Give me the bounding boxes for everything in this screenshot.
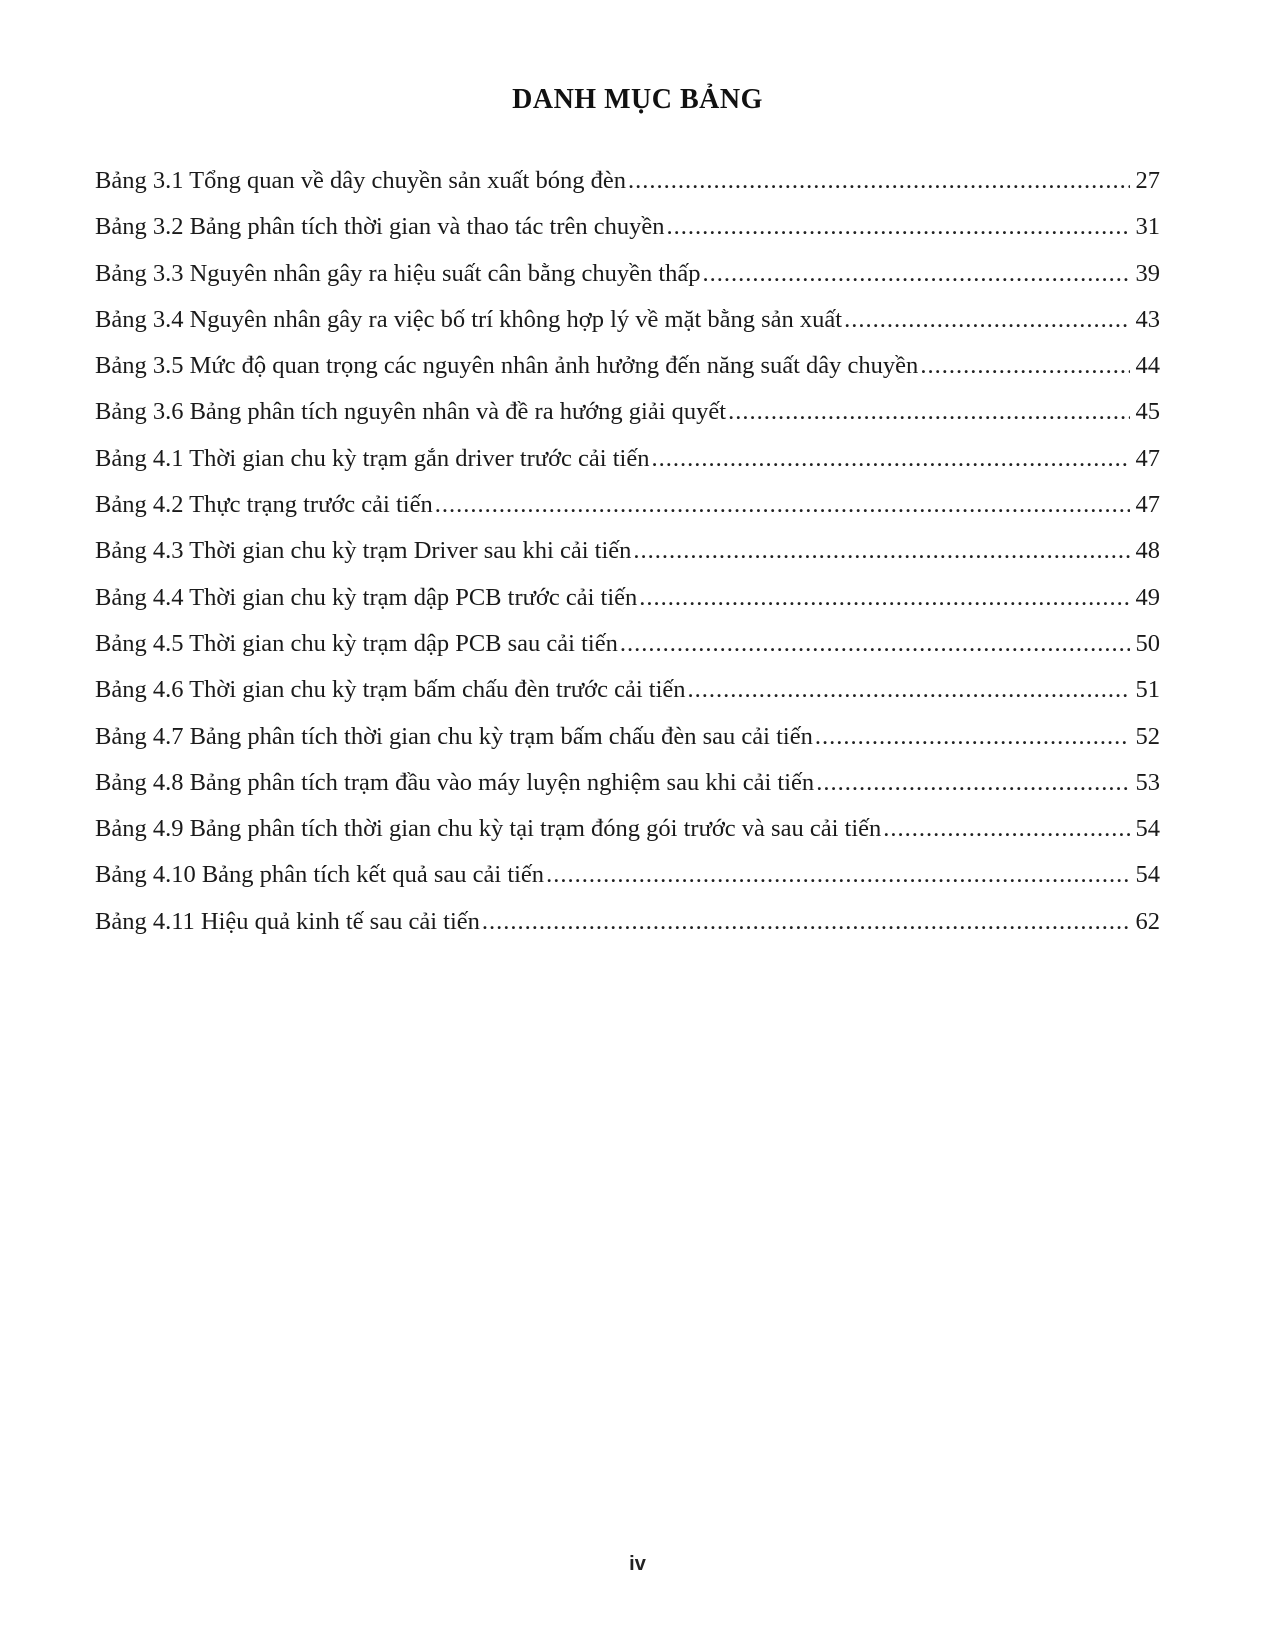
- dot-leader: [639, 575, 1129, 621]
- toc-entry-label: Bảng 3.1 Tổng quan về dây chuyền sản xuất bóng đèn: [95, 167, 626, 194]
- toc-entry[interactable]: [95, 806, 1160, 852]
- toc-entry-page: 48: [1135, 537, 1160, 565]
- toc-entry-page: 51: [1135, 676, 1160, 704]
- toc-entry-page: 47: [1135, 491, 1160, 519]
- dot-leader: [633, 528, 1129, 574]
- toc-entry-label: Bảng 3.5 Mức độ quan trọng các nguyên nhân ảnh hưởng đến năng suất dây chuyền: [95, 352, 919, 380]
- toc-entry-page: 62: [1135, 907, 1160, 935]
- toc-entry[interactable]: [95, 667, 1160, 713]
- dot-leader: [667, 204, 1130, 250]
- toc-entry-page: 43: [1135, 305, 1160, 333]
- dot-leader: [883, 806, 1129, 852]
- toc-entry-label: Bảng 4.1 Thời gian chu kỳ trạm gắn driver trước cải tiến: [95, 444, 650, 472]
- toc-entry-page: 39: [1135, 259, 1160, 287]
- toc-entry-page: 44: [1135, 352, 1160, 380]
- table-list: [95, 158, 1160, 945]
- toc-entry[interactable]: [95, 297, 1160, 343]
- toc-entry-label: Bảng 4.8 Bảng phân tích trạm đầu vào máy luyện nghiệm sau khi cải tiến: [95, 768, 815, 796]
- toc-entry[interactable]: [95, 158, 1160, 204]
- dot-leader: [628, 158, 1130, 204]
- dot-leader: [815, 714, 1130, 760]
- toc-entry[interactable]: [95, 204, 1160, 250]
- toc-entry[interactable]: [95, 899, 1160, 945]
- toc-entry-label: Bảng 4.4 Thời gian chu kỳ trạm dập PCB trước cải tiến: [95, 583, 638, 611]
- dot-leader: [482, 899, 1130, 945]
- dot-leader: [546, 852, 1129, 898]
- toc-entry-label: Bảng 4.7 Bảng phân tích thời gian chu kỳ trạm bấm chấu đèn sau cải tiến: [95, 722, 813, 750]
- toc-entry[interactable]: [95, 760, 1160, 806]
- dot-leader: [703, 251, 1130, 297]
- toc-entry[interactable]: [95, 482, 1160, 528]
- toc-entry-page: 31: [1135, 213, 1160, 241]
- toc-entry-page: 47: [1135, 444, 1160, 472]
- dot-leader: [435, 482, 1130, 528]
- toc-entry-label: Bảng 4.10 Bảng phân tích kết quả sau cải tiến: [95, 861, 545, 889]
- toc-entry[interactable]: [95, 575, 1160, 621]
- dot-leader: [816, 760, 1129, 806]
- toc-entry-page: 52: [1135, 722, 1160, 750]
- dot-leader: [728, 389, 1129, 435]
- toc-entry-label: Bảng 4.11 Hiệu quả kinh tế sau cải tiến: [95, 907, 480, 935]
- toc-entry[interactable]: [95, 251, 1160, 297]
- toc-entry[interactable]: [95, 714, 1160, 760]
- toc-entry-label: Bảng 3.6 Bảng phân tích nguyên nhân và đề ra hướng giải quyết: [95, 398, 727, 426]
- page-number: iv: [629, 1553, 646, 1575]
- toc-entry[interactable]: [95, 528, 1160, 574]
- dot-leader: [844, 297, 1129, 343]
- page-title: DANH MỤC BẢNG: [512, 84, 763, 115]
- dot-leader: [688, 667, 1130, 713]
- toc-entry-page: 53: [1135, 768, 1160, 796]
- dot-leader: [620, 621, 1130, 667]
- toc-entry-label: Bảng 4.3 Thời gian chu kỳ trạm Driver sau khi cải tiến: [95, 537, 632, 565]
- toc-entry-page: 54: [1135, 861, 1160, 889]
- toc-entry-label: Bảng 3.3 Nguyên nhân gây ra hiệu suất cân bằng chuyền thấp: [95, 259, 701, 287]
- toc-entry-label: Bảng 4.9 Bảng phân tích thời gian chu kỳ tại trạm đóng gói trước và sau cải tiến: [95, 815, 882, 843]
- toc-entry-label: Bảng 4.6 Thời gian chu kỳ trạm bấm chấu đèn trước cải tiến: [95, 676, 686, 704]
- dot-leader: [920, 343, 1129, 389]
- toc-entry-page: 45: [1135, 398, 1160, 426]
- toc-entry-page: 54: [1135, 815, 1160, 843]
- toc-entry[interactable]: [95, 436, 1160, 482]
- toc-entry[interactable]: [95, 621, 1160, 667]
- toc-entry-page: 27: [1135, 167, 1160, 194]
- toc-entry-label: Bảng 3.4 Nguyên nhân gây ra việc bố trí không hợp lý về mặt bằng sản xuất: [95, 305, 843, 333]
- toc-entry[interactable]: [95, 343, 1160, 389]
- toc-entry[interactable]: [95, 852, 1160, 898]
- toc-entry-label: Bảng 4.5 Thời gian chu kỳ trạm dập PCB sau cải tiến: [95, 629, 618, 657]
- toc-entry-label: Bảng 3.2 Bảng phân tích thời gian và thao tác trên chuyền: [95, 213, 665, 241]
- toc-entry-page: 49: [1135, 583, 1160, 611]
- toc-entry-label: Bảng 4.2 Thực trạng trước cải tiến: [95, 491, 433, 519]
- toc-entry[interactable]: [95, 389, 1160, 435]
- dot-leader: [651, 436, 1129, 482]
- toc-entry-page: 50: [1135, 629, 1160, 657]
